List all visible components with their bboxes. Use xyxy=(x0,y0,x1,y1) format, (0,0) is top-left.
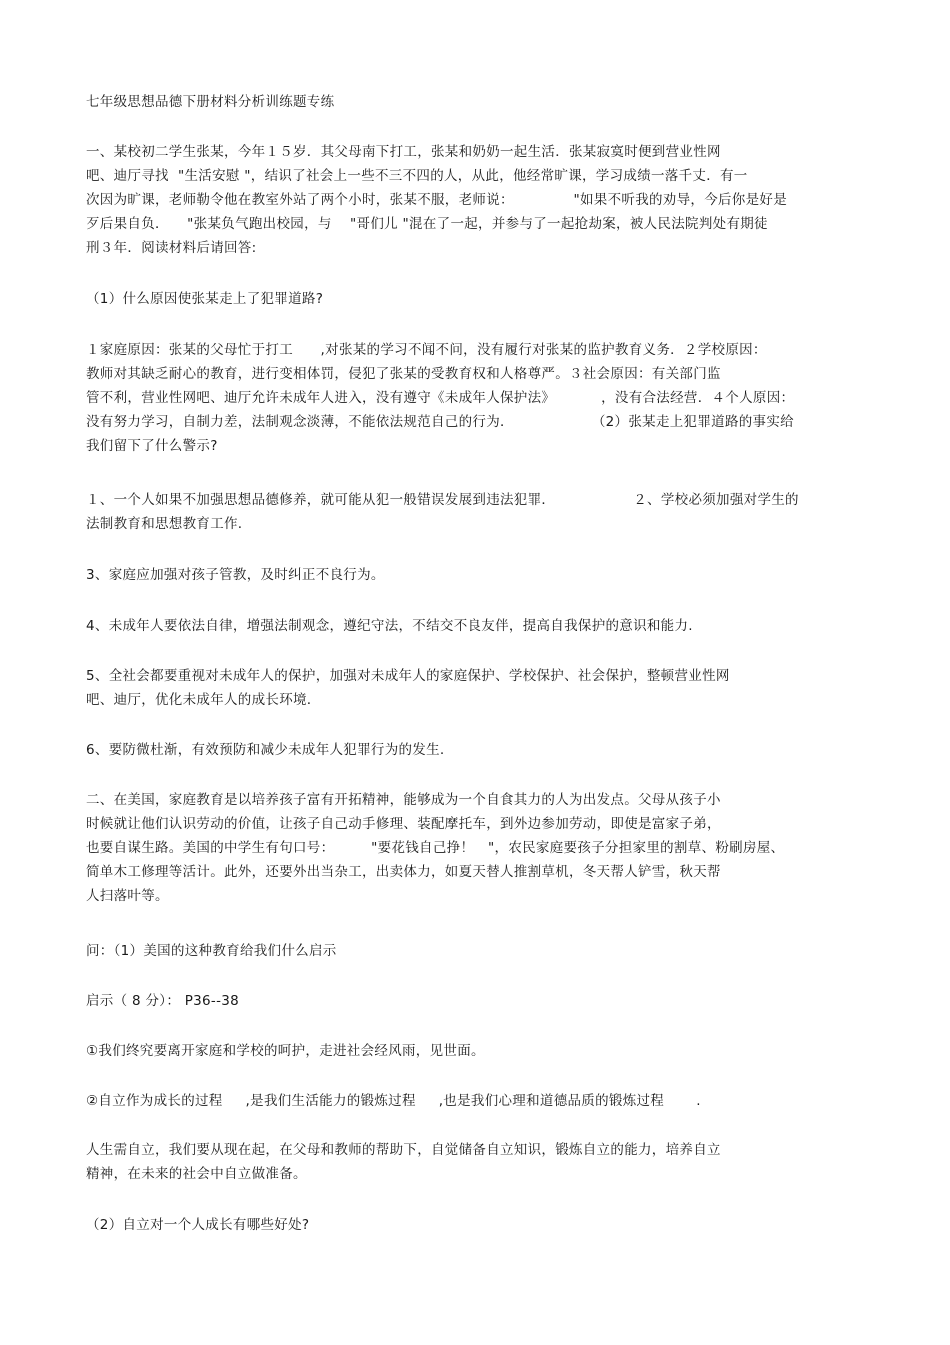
text-line: ②自立作为成长的过程 ,是我们生活能力的锻炼过程 ,也是我们心理和道德品质的锻炼过程 . xyxy=(86,1093,701,1109)
text-line: 人扫落叶等。 xyxy=(86,888,169,904)
text-line: １家庭原因：张某的父母忙于打工 ,对张某的学习不闻不问，没有履行对张某的监护教育义务．２学校原因： xyxy=(86,342,767,358)
text-line: 我们留下了什么警示? xyxy=(86,438,218,454)
text-line: 人生需自立，我们要从现在起，在父母和教师的帮助下，自觉储备自立知识，锻炼自立的能力，培养自立 xyxy=(86,1142,721,1158)
text-line: 一、某校初二学生张某，今年１５岁．其父母南下打工，张某和奶奶一起生活．张某寂寞时便到营业性网 xyxy=(86,144,721,160)
document-title: 七年级思想品德下册材料分析训练题专练 xyxy=(86,94,335,110)
text-line: １、一个人如果不加强思想品德修养，就可能从犯一般错误发展到违法犯罪． ２、学校必须加强对学生的 xyxy=(86,492,799,508)
text-line: 吧、迪厅寻找 "生活安慰 "，结识了社会上一些不三不四的人，从此，他经常旷课，学习成绩一落千丈．有一 xyxy=(86,168,748,184)
text-line: 吧、迪厅，优化未成年人的成长环境. xyxy=(86,692,312,708)
text-line: 管不利，营业性网吧、迪厅允许未成年人进入，没有遵守《未成年人保护法》 ，没有合法经营．４个人原因： xyxy=(86,390,795,406)
text-line: 5、全社会都要重视对未成年人的保护，加强对未成年人的家庭保护、学校保护、社会保护，整顿营业性网 xyxy=(86,668,730,684)
question-heading: （1）什么原因使张某走上了犯罪道路? xyxy=(86,291,324,307)
question-heading: （2）自立对一个人成长有哪些好处? xyxy=(86,1217,310,1233)
text-line: 法制教育和思想教育工作. xyxy=(86,516,243,532)
text-line: 启示（ 8 分）： P36--38 xyxy=(86,993,240,1009)
text-line: 刑３年．阅读材料后请回答: xyxy=(86,240,257,256)
text-line: 二、在美国，家庭教育是以培养孩子富有开拓精神，能够成为一个自食其力的人为出发点。父母从孩子小 xyxy=(86,792,721,808)
text-line: 6、要防微杜渐，有效预防和减少未成年人犯罪行为的发生. xyxy=(86,742,445,758)
text-line: 4、未成年人要依法自律，增强法制观念，遵纪守法，不结交不良友伴，提高自我保护的意识和能力. xyxy=(86,618,693,634)
text-line: 3、家庭应加强对孩子管教，及时纠正不良行为。 xyxy=(86,567,385,583)
question-heading: 问：（1）美国的这种教育给我们什么启示 xyxy=(86,943,337,959)
text-line: 时候就让他们认识劳动的价值，让孩子自己动手修理、装配摩托车，到外边参加劳动，即使是富家子弟， xyxy=(86,816,721,832)
text-line: 歹后果自负． "张某负气跑出校园，与 "哥们儿 "混在了一起，并参与了一起抢劫案，被人民法院判处有期徒 xyxy=(86,216,768,232)
text-line: 次因为旷课，老师勒令他在教室外站了两个小时，张某不服，老师说： "如果不听我的劝导，今后你是好是 xyxy=(86,192,787,208)
text-line: 精神，在未来的社会中自立做准备。 xyxy=(86,1166,307,1182)
text-line: 没有努力学习，自制力差，法制观念淡薄，不能依法规范自己的行为． （2）张某走上犯罪道路的事实给 xyxy=(86,414,794,430)
text-line: 也要自谋生路。美国的中学生有句口号： "要花钱自己挣！ "，农民家庭要孩子分担家里的割草、粉刷房屋、 xyxy=(86,840,785,856)
text-line: 教师对其缺乏耐心的教育，进行变相体罚，侵犯了张某的受教育权和人格尊严。３社会原因：有关部门监 xyxy=(86,366,721,382)
text-line: ①我们终究要离开家庭和学校的呵护，走进社会经风雨，见世面。 xyxy=(86,1043,485,1059)
text-line: 简单木工修理等活计。此外，还要外出当杂工，出卖体力，如夏天替人推割草机，冬天帮人铲雪，秋天帮 xyxy=(86,864,721,880)
